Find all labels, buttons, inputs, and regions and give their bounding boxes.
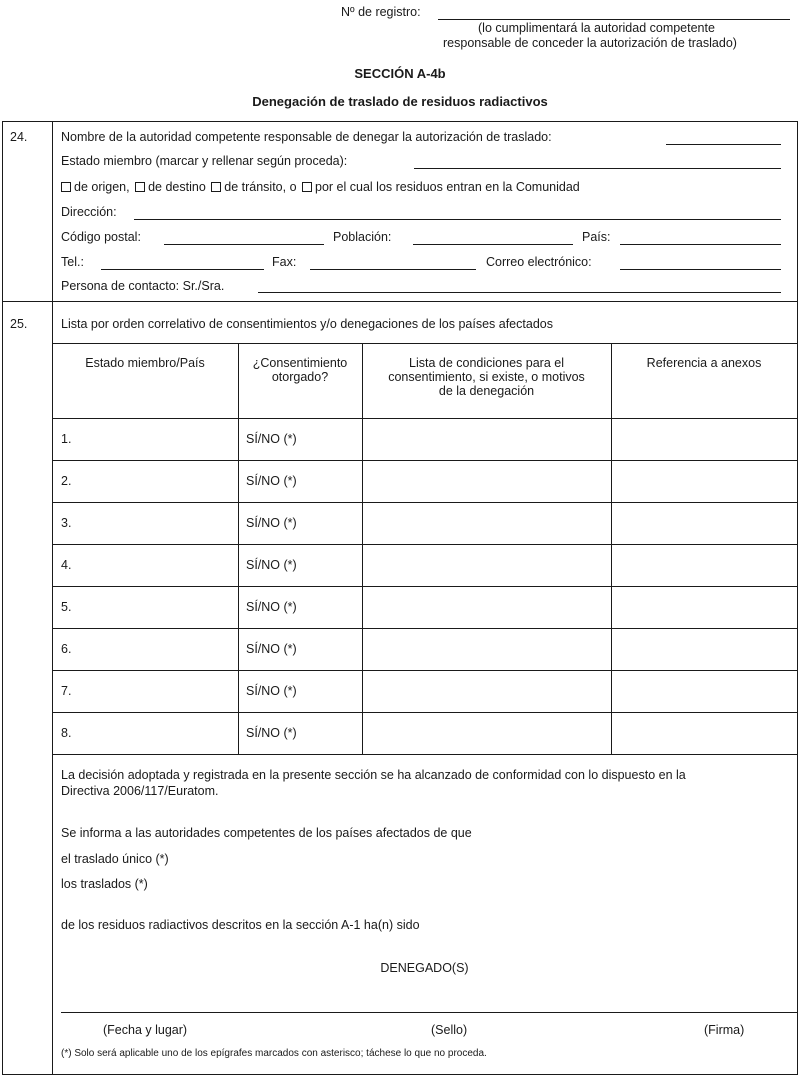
tel-label: Tel.: <box>61 255 84 269</box>
option-comunidad-label: por el cual los residuos entran en la Comunidad <box>315 180 580 194</box>
signature-line[interactable] <box>61 1012 797 1013</box>
row-consent[interactable]: SÍ/NO (*) <box>246 642 297 656</box>
option-transito-label: de tránsito, o <box>224 180 297 194</box>
email-field[interactable] <box>620 269 781 270</box>
city-label: Población: <box>333 230 392 244</box>
col-header-consent-line1: ¿Consentimiento <box>252 356 348 370</box>
table-row-divider <box>52 502 797 503</box>
row-number: 3. <box>61 516 72 530</box>
registro-note-1: (lo cumplimentará la autoridad competente <box>478 21 715 35</box>
table-col-divider <box>611 343 612 754</box>
col-header-consent <box>238 356 362 384</box>
item-25-number: 25. <box>10 317 28 331</box>
option-origen-label: de origen, <box>74 180 130 194</box>
address-label: Dirección: <box>61 205 117 219</box>
footnote: (*) Solo será aplicable uno de los epígrafes marcados con asterisco; táchese lo que no proceda. <box>61 1048 487 1059</box>
table-row-divider <box>52 712 797 713</box>
col-header-conditions <box>362 356 611 398</box>
table-bottom <box>52 754 797 755</box>
row-consent[interactable]: SÍ/NO (*) <box>246 432 297 446</box>
member-state-options <box>61 180 580 194</box>
frame-top <box>2 121 798 122</box>
checkbox-origen[interactable] <box>61 182 71 192</box>
decision-line-2: Directiva 2006/117/Euratom. <box>61 784 219 798</box>
contact-field[interactable] <box>258 292 781 293</box>
row-consent[interactable]: SÍ/NO (*) <box>246 516 297 530</box>
frame-left <box>2 121 3 1074</box>
row-consent[interactable]: SÍ/NO (*) <box>246 558 297 572</box>
postal-field[interactable] <box>164 244 324 245</box>
firma-label: (Firma) <box>704 1023 745 1037</box>
col-header-state: Estado miembro/País <box>85 356 205 370</box>
section-subtitle: Denegación de traslado de residuos radiactivos <box>252 94 548 109</box>
table-col-divider <box>362 343 363 754</box>
registro-label: Nº de registro: <box>341 5 421 19</box>
tel-field[interactable] <box>101 269 264 270</box>
row-number: 2. <box>61 474 72 488</box>
frame-divider-24-25 <box>2 301 798 302</box>
inform-text: Se informa a las autoridades competentes de los países afectados de que <box>61 826 472 840</box>
authority-label: Nombre de la autoridad competente responsable de denegar la autorización de traslado: <box>61 130 552 144</box>
sello-label: (Sello) <box>431 1023 468 1037</box>
col-header-conditions-line3: de la denegación <box>438 384 535 398</box>
contact-label: Persona de contacto: Sr./Sra. <box>61 279 225 293</box>
row-number: 6. <box>61 642 72 656</box>
row-number: 8. <box>61 726 72 740</box>
member-state-label: Estado miembro (marcar y rellenar según proceda): <box>61 154 348 168</box>
table-row-divider <box>52 628 797 629</box>
table-col-divider <box>238 343 239 754</box>
col-header-conditions-line2: consentimiento, si existe, o motivos <box>388 370 585 384</box>
option-traslado-unico[interactable]: el traslado único (*) <box>61 852 169 866</box>
row-consent[interactable]: SÍ/NO (*) <box>246 600 297 614</box>
country-field[interactable] <box>620 244 781 245</box>
row-number: 4. <box>61 558 72 572</box>
email-label: Correo electrónico: <box>486 255 592 269</box>
col-header-annex: Referencia a anexos <box>646 356 762 370</box>
row-consent[interactable]: SÍ/NO (*) <box>246 684 297 698</box>
item-25-intro: Lista por orden correlativo de consentimientos y/o denegaciones de los países afectados <box>61 317 553 331</box>
frame-right <box>797 121 798 1074</box>
fax-field[interactable] <box>310 269 476 270</box>
table-row-divider <box>52 544 797 545</box>
postal-label: Código postal: <box>61 230 141 244</box>
table-row-divider <box>52 586 797 587</box>
registro-note-2: responsable de conceder la autorización de traslado) <box>443 36 737 50</box>
checkbox-comunidad[interactable] <box>302 182 312 192</box>
fecha-lugar-label: (Fecha y lugar) <box>103 1023 188 1037</box>
section-title: SECCIÓN A-4b <box>354 66 446 81</box>
checkbox-destino[interactable] <box>135 182 145 192</box>
table-header-bottom <box>52 418 797 419</box>
authority-field[interactable] <box>666 144 781 145</box>
item-24-number: 24. <box>10 130 28 144</box>
denegado-text: DENEGADO(S) <box>380 961 469 975</box>
frame-bottom <box>2 1074 798 1075</box>
country-label: País: <box>582 230 611 244</box>
option-destino-label: de destino <box>148 180 206 194</box>
checkbox-transito[interactable] <box>211 182 221 192</box>
table-top <box>52 343 797 344</box>
row-consent[interactable]: SÍ/NO (*) <box>246 726 297 740</box>
fax-label: Fax: <box>272 255 297 269</box>
residuos-text: de los residuos radiactivos descritos en la sección A-1 ha(n) sido <box>61 918 420 932</box>
address-field[interactable] <box>134 219 781 220</box>
row-number: 1. <box>61 432 72 446</box>
row-consent[interactable]: SÍ/NO (*) <box>246 474 297 488</box>
city-field[interactable] <box>413 244 573 245</box>
table-row-divider <box>52 670 797 671</box>
decision-line-1: La decisión adoptada y registrada en la presente sección se ha alcanzado de conformidad con lo dispuesto en la <box>61 768 686 782</box>
member-state-field[interactable] <box>414 168 781 169</box>
frame-number-column <box>52 121 53 1074</box>
col-header-conditions-line1: Lista de condiciones para el <box>409 356 564 370</box>
col-header-consent-line2: otorgado? <box>271 370 329 384</box>
option-traslados[interactable]: los traslados (*) <box>61 877 148 891</box>
registro-field[interactable] <box>438 19 790 20</box>
row-number: 5. <box>61 600 72 614</box>
row-number: 7. <box>61 684 72 698</box>
table-row-divider <box>52 460 797 461</box>
